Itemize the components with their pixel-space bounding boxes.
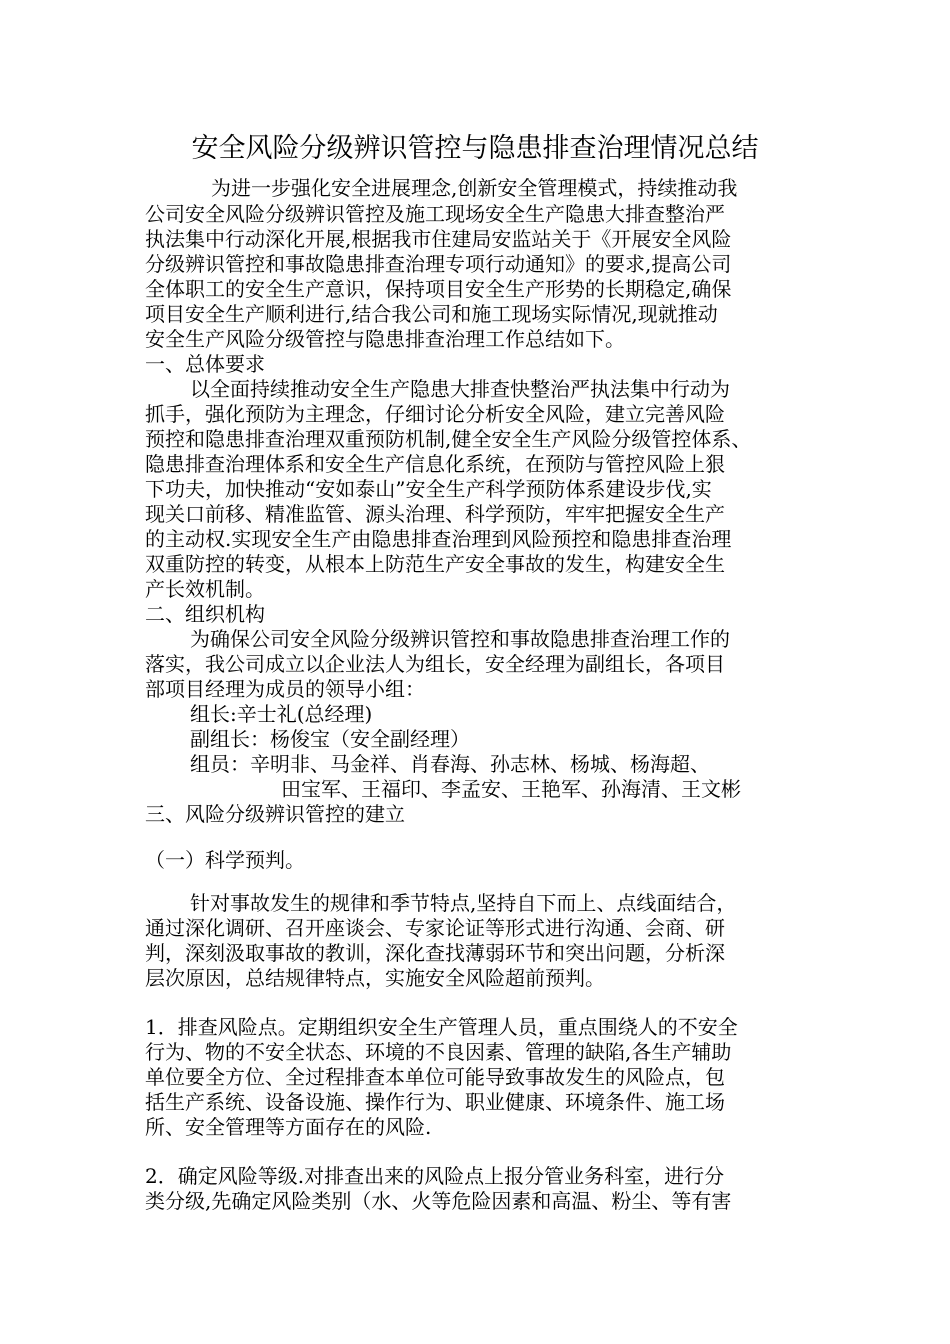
intro-line: 为进一步强化安全进展理念,创新安全管理模式，持续推动我: [211, 176, 738, 200]
list-item-line: 所、安全管理等方面存在的风险.: [145, 1115, 432, 1139]
paragraph-line: 层次原因，总结规律特点，实施安全风险超前预判。: [145, 966, 605, 990]
group-members: 组员：辛明非、马金祥、肖春海、孙志林、杨城、杨海超、: [190, 752, 710, 776]
subsection-heading: （一）科学预判。: [145, 848, 305, 872]
paragraph-line: 部项目经理为成员的领导小组：: [145, 677, 425, 701]
list-item-line: 2．确定风险等级.对排查出来的风险点上报分管业务科室，进行分: [145, 1164, 725, 1188]
section-heading: 三、风险分级辨识管控的建立: [145, 802, 405, 826]
list-item-line: 类分级,先确定风险类别（水、火等危险因素和高温、粉尘、等有害: [145, 1189, 732, 1213]
paragraph-line: 预控和隐患排查治理双重预防机制,健全安全生产风险分级管控体系、: [145, 427, 752, 451]
intro-line: 全体职工的安全生产意识，保持项目安全生产形势的长期稳定,确保: [145, 277, 732, 301]
list-item-line: 单位要全方位、全过程排查本单位可能导致事故发生的风险点，包: [145, 1065, 725, 1089]
paragraph-line: 双重防控的转变，从根本上防范生产安全事故的发生，构建安全生: [145, 552, 725, 576]
paragraph-line: 下功夫，加快推动“安如泰山”安全生产科学预防体系建设步伐,实: [145, 477, 712, 501]
group-deputy: 副组长：杨俊宝（安全副经理）: [190, 727, 470, 751]
intro-line: 公司安全风险分级辨识管控及施工现场安全生产隐患大排查整治严: [145, 202, 725, 226]
paragraph-line: 通过深化调研、召开座谈会、专家论证等形式进行沟通、会商、研: [145, 916, 725, 940]
intro-line: 执法集中行动深化开展,根据我市住建局安监站关于《开展安全风险: [145, 227, 732, 251]
paragraph-line: 抓手，强化预防为主理念，仔细讨论分析安全风险，建立完善风险: [145, 402, 725, 426]
paragraph-line: 针对事故发生的规律和季节特点,坚持自下而上、点线面结合，: [190, 891, 737, 915]
paragraph-line: 产长效机制。: [145, 577, 265, 601]
paragraph-line: 隐患排查治理体系和安全生产信息化系统，在预防与管控风险上狠: [145, 452, 725, 476]
list-item-line: 括生产系统、设备设施、操作行为、职业健康、环境条件、施工场: [145, 1090, 725, 1114]
paragraph-line: 判，深刻汲取事故的教训，深化查找薄弱环节和突出问题，分析深: [145, 941, 725, 965]
section-heading: 一、总体要求: [145, 352, 265, 376]
paragraph-line: 现关口前移、精准监管、源头治理、科学预防，牢牢把握安全生产: [145, 502, 725, 526]
section-heading: 二、组织机构: [145, 602, 265, 626]
paragraph-line: 以全面持续推动安全生产隐患大排查快整治严执法集中行动为: [190, 377, 730, 401]
intro-line: 项目安全生产顺利进行,结合我公司和施工现场实际情况,现就推动: [145, 302, 718, 326]
paragraph-line: 为确保公司安全风险分级辨识管控和事故隐患排查治理工作的: [190, 627, 730, 651]
list-item-line: 1．排查风险点。定期组织安全生产管理人员，重点围绕人的不安全: [145, 1015, 738, 1039]
group-leader: 组长:辛士礼(总经理): [190, 702, 373, 726]
list-item-line: 行为、物的不安全状态、环境的不良因素、管理的缺陷,各生产辅助: [145, 1040, 732, 1064]
intro-line: 分级辨识管控和事故隐患排查治理专项行动通知》的要求,提高公司: [145, 252, 732, 276]
paragraph-line: 的主动权.实现安全生产由隐患排查治理到风险预控和隐患排查治理: [145, 527, 732, 551]
document-title: 安全风险分级辨识管控与隐患排查治理情况总结: [191, 133, 759, 164]
intro-line: 安全生产风险分级管控与隐患排查治理工作总结如下。: [145, 327, 625, 351]
group-members-continued: 田宝军、王福印、李孟安、王艳军、孙海清、王文彬: [281, 777, 741, 801]
paragraph-line: 落实，我公司成立以企业法人为组长，安全经理为副组长，各项目: [145, 652, 725, 676]
